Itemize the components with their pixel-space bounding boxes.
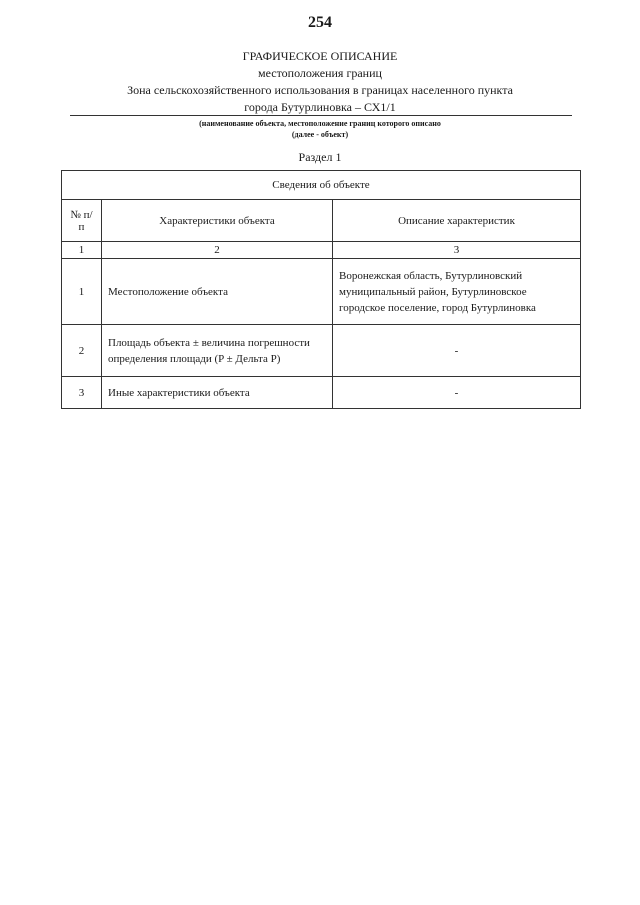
row-characteristic: Местоположение объекта: [102, 259, 333, 325]
document-title: ГРАФИЧЕСКОЕ ОПИСАНИЕ: [242, 49, 398, 63]
caption-line1: (наименование объекта, местоположение границ которого описано: [199, 119, 441, 128]
header-description: Описание характеристик: [333, 200, 581, 242]
zone-name-line1: Зона сельскохозяйственного использования в границах населенного пункта: [127, 83, 513, 97]
column-number: 3: [333, 242, 581, 259]
table-row: [62, 377, 581, 409]
row-number: 2: [62, 325, 102, 377]
section-label: Раздел 1: [298, 150, 342, 164]
document-subtitle: местоположения границ: [258, 66, 382, 80]
caption-line2: (далее - объект): [291, 130, 349, 139]
table-title: Сведения об объекте: [62, 171, 581, 200]
table-header-row: [62, 200, 581, 242]
object-caption: [60, 118, 580, 140]
column-number: 2: [102, 242, 333, 259]
row-number: 1: [62, 259, 102, 325]
object-info-table: [61, 170, 581, 409]
table-row: [62, 325, 581, 377]
table-title-row: [62, 171, 581, 200]
row-description: -: [333, 325, 581, 377]
page-number: 254: [308, 14, 332, 31]
column-number-row: [62, 242, 581, 259]
header-number: № п/п: [62, 200, 102, 242]
zone-name-line2: города Бутурлиновка – СХ1/1: [244, 100, 396, 114]
row-number: 3: [62, 377, 102, 409]
table-row: [62, 259, 581, 325]
row-characteristic: Иные характеристики объекта: [102, 377, 333, 409]
column-number: 1: [62, 242, 102, 259]
header-divider: [70, 115, 572, 116]
row-characteristic: Площадь объекта ± величина погрешности определения площади (P ± Дельта P): [102, 325, 333, 377]
header-characteristic: Характеристики объекта: [102, 200, 333, 242]
row-description: -: [333, 377, 581, 409]
row-description: Воронежская область, Бутурлиновский муниципальный район, Бутурлиновское городское поселение, город Бутурлиновка: [333, 259, 581, 325]
document-header: [60, 48, 580, 116]
